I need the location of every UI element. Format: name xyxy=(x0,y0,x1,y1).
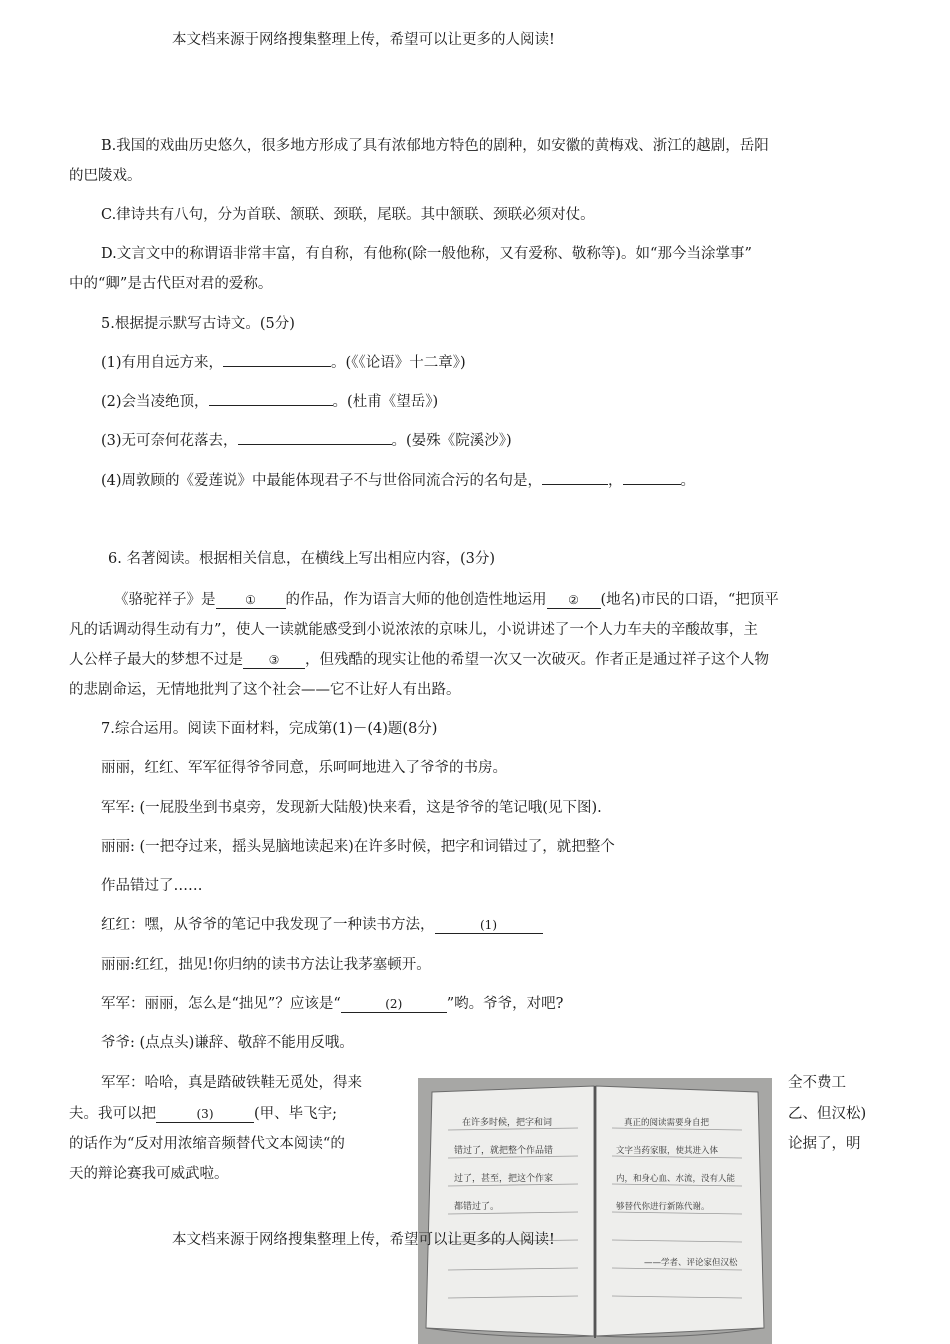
q6-paragraph-line-1 xyxy=(114,590,779,610)
q5-item-3 xyxy=(101,431,512,451)
q5-item-1 xyxy=(101,353,466,373)
q7-dialogue-6: 丽丽:红红，拙见!你归纳的读书方法让我茅塞顿开。 xyxy=(101,957,431,973)
note-right-line: 够替代你进行新陈代谢。 xyxy=(616,1202,710,1212)
q6-paragraph-line-4: 的悲剧命运，无情地批判了这个社会——它不让好人有出路。 xyxy=(69,682,461,698)
option-d-line-1: D.文言文中的称谓语非常丰富，有自称，有他称(除一般他称，又有爱称、敬称等)。如“那今当涂掌事” xyxy=(101,246,752,262)
q6-title: 6. 名著阅读。根据相关信息，在横线上写出相应内容，(3分) xyxy=(108,551,495,567)
q5-item-2-source: 。(杜甫《望岳》) xyxy=(332,394,439,410)
q5-title: 5.根据提示默写古诗文。(5分) xyxy=(101,316,295,332)
q7-dialogue-9-right: 全不费工 xyxy=(788,1075,846,1091)
option-b-line-1: B.我国的戏曲历史悠久，很多地方形成了具有浓郁地方特色的剧种，如安徽的黄梅戏、浙江的越剧，岳阳 xyxy=(101,138,769,154)
note-right-line: 真正的阅读需要身自把 xyxy=(624,1118,710,1128)
q5-answer-blank-2[interactable] xyxy=(209,405,333,406)
q5-answer-blank-3[interactable] xyxy=(238,444,392,445)
q7-title: 7.综合运用。阅读下面材料，完成第(1)－(4)题(8分) xyxy=(101,721,438,737)
q6-text: ，但残酷的现实让他的希望一次又一次破灭。作者正是通过祥子这个人物 xyxy=(305,652,769,668)
q7-answer-blank-1[interactable]: (1) xyxy=(435,917,543,934)
q5-item-1-prefix: (1)有用自远方来， xyxy=(101,355,224,371)
q7-dialogue-5 xyxy=(101,915,543,935)
q7-answer-blank-2[interactable]: (2) xyxy=(341,996,447,1013)
q7-text: 军军：丽丽，怎么是“拙见”？应该是“ xyxy=(101,996,341,1012)
page-footer-watermark: 本文档来源于网络搜集整理上传，希望可以让更多的人阅读! xyxy=(172,1232,555,1248)
note-right-signature: ——学者、评论家但汉松 xyxy=(644,1258,738,1268)
q6-text: 的作品，作为语言大师的他创造性地运用 xyxy=(285,592,547,608)
q7-dialogue-4: 作品错过了…… xyxy=(101,878,203,894)
q6-text: 《骆驼祥子》是 xyxy=(114,592,216,608)
q6-text: 人公样子最大的梦想不过是 xyxy=(69,652,243,668)
q6-text: (地名)市民的口语，“把顶平 xyxy=(600,592,779,608)
q5-item-4-prefix: (4)周敦顾的《爱莲说》中最能体现君子不与世俗同流合污的名句是， xyxy=(101,473,543,489)
q7-dialogue-7 xyxy=(101,994,563,1014)
q5-answer-blank-1[interactable] xyxy=(223,366,331,367)
q5-item-4 xyxy=(101,471,695,491)
q7-text: ”哟。爷爷，对吧? xyxy=(446,996,564,1012)
q7-dialogue-2: 军军: (一屁股坐到书桌旁，发现新大陆般)快来看，这是爷爷的笔记哦(见下图). xyxy=(101,800,602,816)
page-header-watermark: 本文档来源于网络搜集整理上传，希望可以让更多的人阅读! xyxy=(172,32,555,48)
q5-item-4-end: 。 xyxy=(680,473,696,489)
option-b-line-2: 的巴陵戏。 xyxy=(69,168,142,184)
open-book-illustration xyxy=(418,1078,772,1344)
note-right-line: 文字当药家服，使其进入体 xyxy=(616,1146,719,1156)
q5-item-2-prefix: (2)会当凌绝顶， xyxy=(101,394,209,410)
q7-dialogue-1: 丽丽，红红、军军征得爷爷同意，乐呵呵地进入了爷爷的书房。 xyxy=(101,760,507,776)
q5-item-3-prefix: (3)无可奈何花落去， xyxy=(101,433,238,449)
q7-text: 夫。我可以把 xyxy=(69,1106,156,1122)
option-d-line-2: 中的“卿”是古代臣对君的爱称。 xyxy=(69,276,273,292)
q7-answer-blank-3[interactable]: (3) xyxy=(156,1106,254,1123)
q7-dialogue-11-left: 的话作为“反对用浓缩音频替代文本阅读“的 xyxy=(69,1136,345,1152)
q6-paragraph-line-2: 凡的话调动得生动有力”，使人一读就能感受到小说浓浓的京味儿，小说讲述了一个人力车夫的辛酸故事，主 xyxy=(69,622,758,638)
note-left-line: 错过了，就把整个作品错 xyxy=(454,1146,554,1156)
option-c-line: C.律诗共有八句，分为首联、颔联、颈联，尾联。其中颔联、颈联必须对仗。 xyxy=(101,207,595,223)
q5-answer-blank-4a[interactable] xyxy=(542,484,608,485)
grandpa-notebook-photo xyxy=(418,1078,772,1344)
note-right-line: 内，和身心血、水流，没有人能 xyxy=(616,1174,736,1184)
q7-text: 红红：嘿，从爷爷的笔记中我发现了一种读书方法， xyxy=(101,917,435,933)
q7-dialogue-11-right: 论据了，明 xyxy=(788,1136,861,1152)
q6-answer-blank-3[interactable]: ③ xyxy=(243,652,305,669)
q5-item-2 xyxy=(101,392,438,412)
q5-item-3-source: 。(晏殊《院溪沙》) xyxy=(391,433,512,449)
q7-text: (甲、毕飞宇; xyxy=(254,1106,338,1122)
q5-item-1-source: 。(《《论语》十二章》) xyxy=(331,355,466,371)
q7-dialogue-8: 爷爷: (点点头)谦辞、敬辞不能用反哦。 xyxy=(101,1035,354,1051)
q7-dialogue-10-right: 乙、但汉松) xyxy=(788,1106,867,1122)
note-left-line: 都错过了。 xyxy=(454,1202,500,1212)
q7-dialogue-9-left: 军军：哈哈，真是踏破铁鞋无觅处，得来 xyxy=(101,1075,362,1091)
q6-answer-blank-2[interactable]: ② xyxy=(547,592,601,609)
note-left-line: 过了，甚至，把这个作家 xyxy=(454,1174,554,1184)
q6-answer-blank-1[interactable]: ① xyxy=(216,592,286,609)
q7-dialogue-12: 天的辩论赛我可威武啦。 xyxy=(69,1166,229,1182)
q5-item-4-comma: ， xyxy=(608,473,623,489)
q6-paragraph-line-3 xyxy=(69,650,769,670)
q7-dialogue-10-left xyxy=(69,1104,337,1124)
q5-answer-blank-4b[interactable] xyxy=(623,484,681,485)
note-left-line: 在许多时候，把字和词 xyxy=(462,1118,553,1128)
q7-dialogue-3: 丽丽: (一把夺过来，摇头晃脑地读起来)在许多时候，把字和词错过了，就把整个 xyxy=(101,839,615,855)
